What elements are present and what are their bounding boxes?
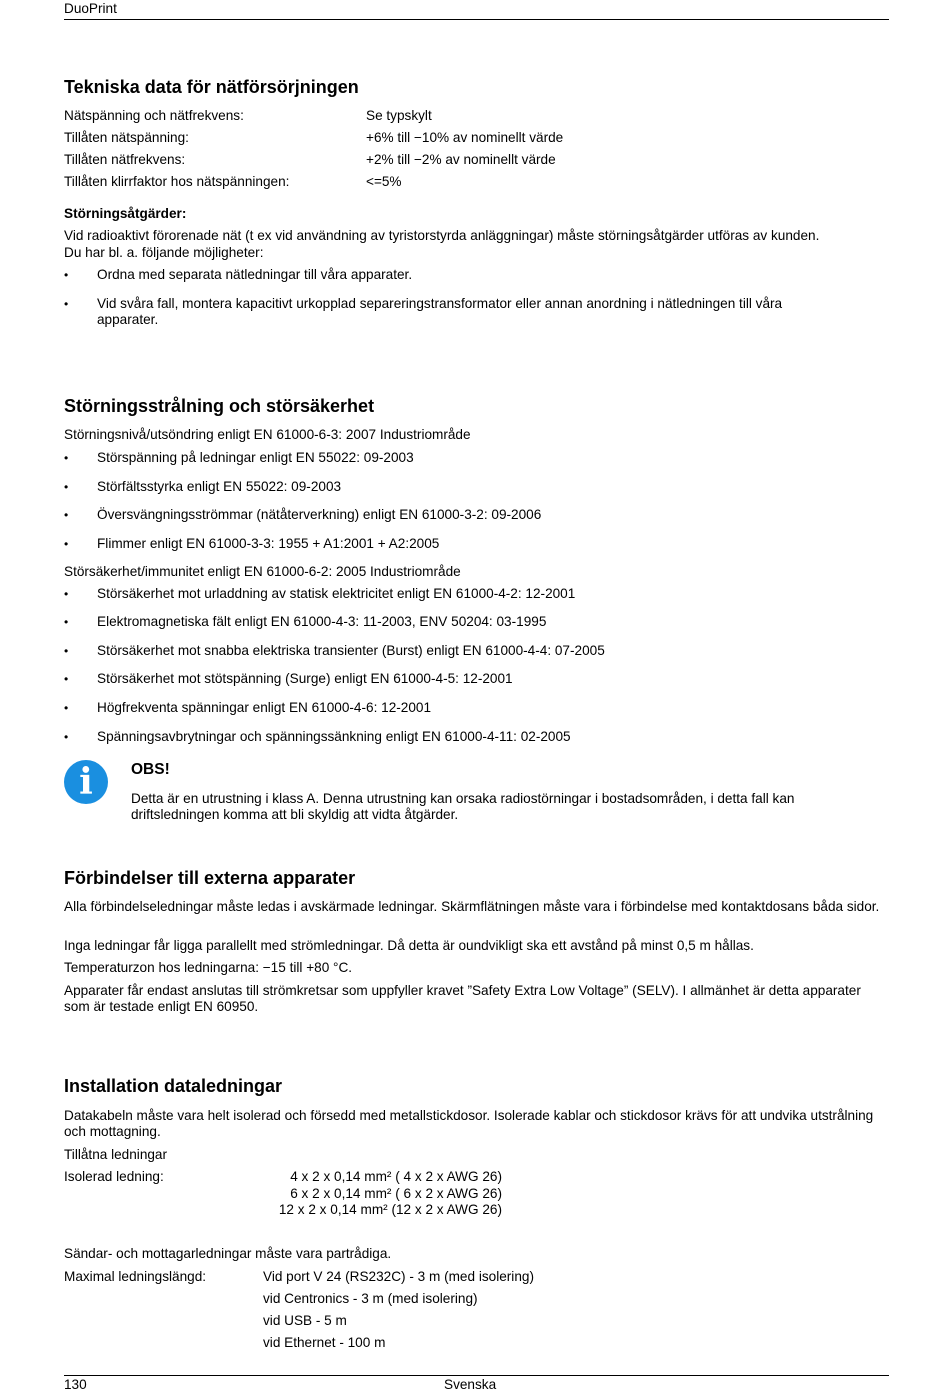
bullet-icon: • (64, 508, 69, 522)
footer-language: Svenska (444, 1377, 497, 1392)
list-item-text: Störfältsstyrka enligt EN 55022: 09-2003 (97, 479, 342, 494)
allowed-cables-label: Tillåtna ledningar (64, 1147, 168, 1162)
bullet-icon: • (64, 615, 69, 629)
max-length-item: vid Centronics - 3 m (med isolering) (263, 1291, 478, 1306)
header-title: DuoPrint (64, 1, 117, 16)
bullet-icon: • (64, 672, 69, 686)
section-heading-emission-immunity: Störningsstrålning och störsäkerhet (64, 396, 375, 416)
page-header (64, 0, 889, 20)
max-length-item: Vid port V 24 (RS232C) - 3 m (med isolering) (263, 1269, 534, 1284)
max-length-item: vid Ethernet - 100 m (263, 1335, 386, 1350)
list-item-text: Flimmer enligt EN 61000-3-3: 1955 + A1:2001 + A2:2005 (97, 536, 440, 551)
spec-row (64, 130, 564, 146)
bullet-icon: • (64, 730, 69, 744)
paragraph: Sändar- och mottagarledningar måste vara partrådiga. (64, 1246, 392, 1261)
spec-row (64, 152, 556, 168)
paragraph: Temperaturzon hos ledningarna: −15 till +80 °C. (64, 960, 353, 975)
list-item-text: Störsäkerhet mot snabba elektriska transienter (Burst) enligt EN 61000-4-4: 07-2005 (97, 643, 605, 658)
list-item-text: Elektromagnetiska fält enligt EN 61000-4-3: 11-2003, ENV 50204: 03-1995 (97, 614, 547, 629)
info-icon: i (64, 760, 108, 804)
bullet-icon: • (64, 701, 69, 715)
paragraph: Datakabeln måste vara helt isolerad och försedd med metallstickdosor. Isolerade kablar och stickdosor krävs för att undvika utstrålning och mottagning. (64, 1108, 874, 1139)
bullet-icon: • (64, 480, 69, 494)
bullet-icon: • (64, 644, 69, 658)
section-heading-power-supply: Tekniska data för nätförsörjningen (64, 77, 359, 97)
max-length-list (263, 1269, 534, 1357)
list-item-text: Högfrekventa spänningar enligt EN 61000-4-6: 12-2001 (97, 700, 432, 715)
spec-row (64, 108, 432, 124)
spec-label: Tillåten nätspänning: (64, 130, 189, 145)
cable-list (263, 1169, 502, 1219)
max-length-item: vid USB - 5 m (263, 1313, 347, 1328)
list-item-text: Störsäkerhet mot stötspänning (Surge) enligt EN 61000-4-5: 12-2001 (97, 671, 513, 686)
section-heading-external-connections: Förbindelser till externa apparater (64, 868, 356, 888)
bullet-icon: • (64, 297, 69, 311)
bullet-icon: • (64, 587, 69, 601)
list-item-text: Översvängningsströmmar (nätåterverkning) enligt EN 61000-3-2: 09-2006 (97, 507, 542, 522)
cable-spec: 4 x 2 x 0,14 mm² ( 4 x 2 x AWG 26) (290, 1169, 502, 1184)
page-footer (64, 1375, 889, 1398)
paragraph: Vid radioaktivt förorenade nät (t ex vid användning av tyristorstyrda anläggningar) måste störningsåtgärder utföras av kunden. (64, 228, 820, 243)
cable-spec: 6 x 2 x 0,14 mm² ( 6 x 2 x AWG 26) (290, 1185, 502, 1201)
spec-row (64, 174, 402, 190)
list-item-text: Störspänning på ledningar enligt EN 55022: 09-2003 (97, 450, 414, 465)
list-item-text: Störsäkerhet mot urladdning av statisk elektricitet enligt EN 61000-4-2: 12-2001 (97, 586, 576, 601)
bullet-icon: • (64, 268, 69, 282)
max-length-label: Maximal ledningslängd: (64, 1269, 207, 1284)
section-heading-data-cables: Installation dataledningar (64, 1076, 283, 1096)
spec-label: Tillåten nätfrekvens: (64, 152, 186, 167)
paragraph: Alla förbindelseledningar måste ledas i avskärmade ledningar. Skärmflätningen måste vara i förbindelse med kontaktdosans båda sidor. (64, 899, 880, 914)
list-item-text: Spänningsavbrytningar och spänningssänkning enligt EN 61000-4-11: 02-2005 (97, 729, 571, 744)
bullet-icon: • (64, 451, 69, 465)
insulated-cable-label: Isolerad ledning: (64, 1169, 164, 1184)
paragraph: Apparater får endast anslutas till strömkretsar som uppfyller kravet ”Safety Extra Low Voltage” (SELV). I allmänhet är detta apparater som är testade enligt EN 60950. (64, 983, 861, 1014)
bullet-icon: • (64, 537, 69, 551)
cable-spec: 12 x 2 x 0,14 mm² (12 x 2 x AWG 26) (278, 1202, 502, 1217)
page-number: 130 (64, 1377, 87, 1392)
paragraph: Du har bl. a. följande möjligheter: (64, 245, 264, 260)
spec-value: +2% till −2% av nominellt värde (366, 152, 556, 167)
spec-value: Se typskylt (366, 108, 432, 123)
list-item-text: Vid svåra fall, montera kapacitivt urkopplad separeringstransformator eller annan anordning i nätledningen till våra apparater. (97, 296, 783, 327)
paragraph: Störsäkerhet/immunitet enligt EN 61000-6-2: 2005 Industriområde (64, 564, 461, 579)
spec-label: Nätspänning och nätfrekvens: (64, 108, 244, 123)
spec-label: Tillåten klirrfaktor hos nätspänningen: (64, 174, 290, 189)
note-text: Detta är en utrustning i klass A. Denna utrustning kan orsaka radiostörningar i bostadsområden, i detta fall kan driftsledningen komma att bli skyldig att vidta åtgärder. (131, 791, 795, 822)
paragraph: Störningsnivå/utsöndring enligt EN 61000-6-3: 2007 Industriområde (64, 427, 471, 442)
note-title: OBS! (131, 761, 170, 778)
list-item-text: Ordna med separata nätledningar till våra apparater. (97, 267, 413, 282)
spec-value: +6% till −10% av nominellt värde (366, 130, 564, 145)
subheading-interference-measures: Störningsåtgärder: (64, 206, 187, 221)
spec-value: <=5% (366, 174, 402, 189)
paragraph: Inga ledningar får ligga parallellt med strömledningar. Då detta är oundvikligt ska ett avstånd på minst 0,5 m hållas. (64, 938, 754, 953)
